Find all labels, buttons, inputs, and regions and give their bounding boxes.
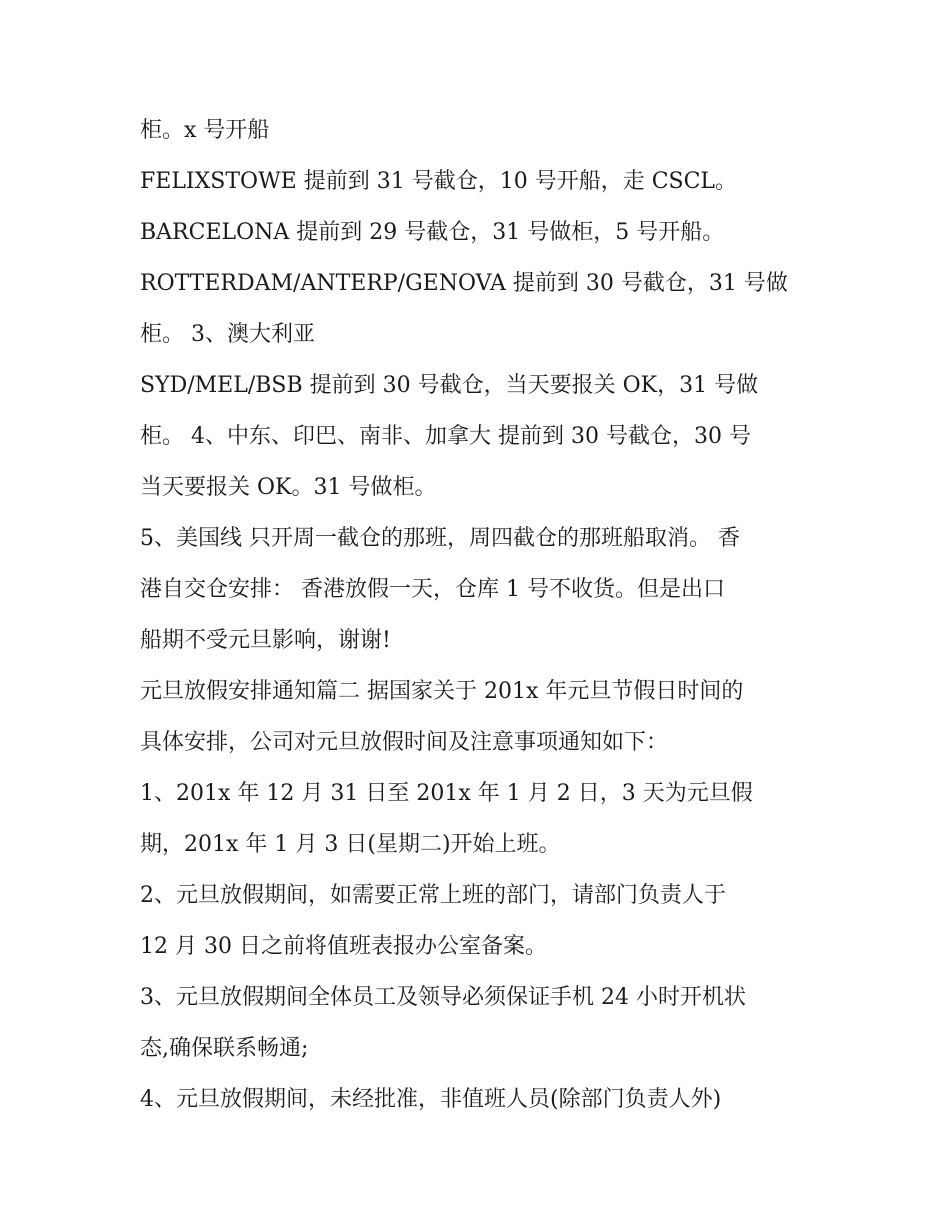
text-line: 期，201x 年 1 月 3 日(星期二)开始上班。 — [140, 832, 561, 857]
text-line: 2、元旦放假期间，如需要正常上班的部门，请部门负责人于 — [140, 883, 726, 908]
text-line: 1、201x 年 12 月 31 日至 201x 年 1 月 2 日，3 天为元旦假 — [140, 781, 753, 806]
text-line: 5、美国线 只开周一截仓的那班，周四截仓的那班船取消。 香 — [140, 526, 740, 551]
text-line: FELIXSTOWE 提前到 31 号截仓，10 号开船，走 CSCL。 — [140, 169, 738, 194]
text-line: 当天要报关 OK。31 号做柜。 — [140, 475, 437, 500]
text-line: 柜。 4、中东、印巴、南非、加拿大 提前到 30 号截仓，30 号 — [140, 424, 751, 449]
text-line: ROTTERDAM/ANTERP/GENOVA 提前到 30 号截仓，31 号做 — [140, 271, 788, 296]
text-line: 12 月 30 日之前将值班表报办公室备案。 — [140, 934, 547, 959]
text-line: SYD/MEL/BSB 提前到 30 号截仓，当天要报关 OK，31 号做 — [140, 373, 759, 398]
text-line: 态,确保联系畅通; — [140, 1036, 309, 1061]
text-line: 港自交仓安排： 香港放假一天，仓库 1 号不收货。但是出口 — [140, 577, 725, 602]
text-line: 船期不受元旦影响，谢谢! — [140, 628, 391, 653]
text-line: 柜。 3、澳大利亚 — [140, 322, 315, 347]
document-body — [140, 108, 840, 1128]
text-line: 柜。x 号开船 — [140, 118, 270, 143]
text-line: BARCELONA 提前到 29 号截仓，31 号做柜，5 号开船。 — [140, 220, 725, 245]
text-line: 具体安排，公司对元旦放假时间及注意事项通知如下： — [140, 730, 669, 755]
text-line: 4、元旦放假期间，未经批准，非值班人员(除部门负责人外) — [140, 1087, 722, 1112]
text-line: 元旦放假安排通知篇二 据国家关于 201x 年元旦节假日时间的 — [140, 679, 744, 704]
text-line: 3、元旦放假期间全体员工及领导必须保证手机 24 小时开机状 — [140, 985, 746, 1010]
